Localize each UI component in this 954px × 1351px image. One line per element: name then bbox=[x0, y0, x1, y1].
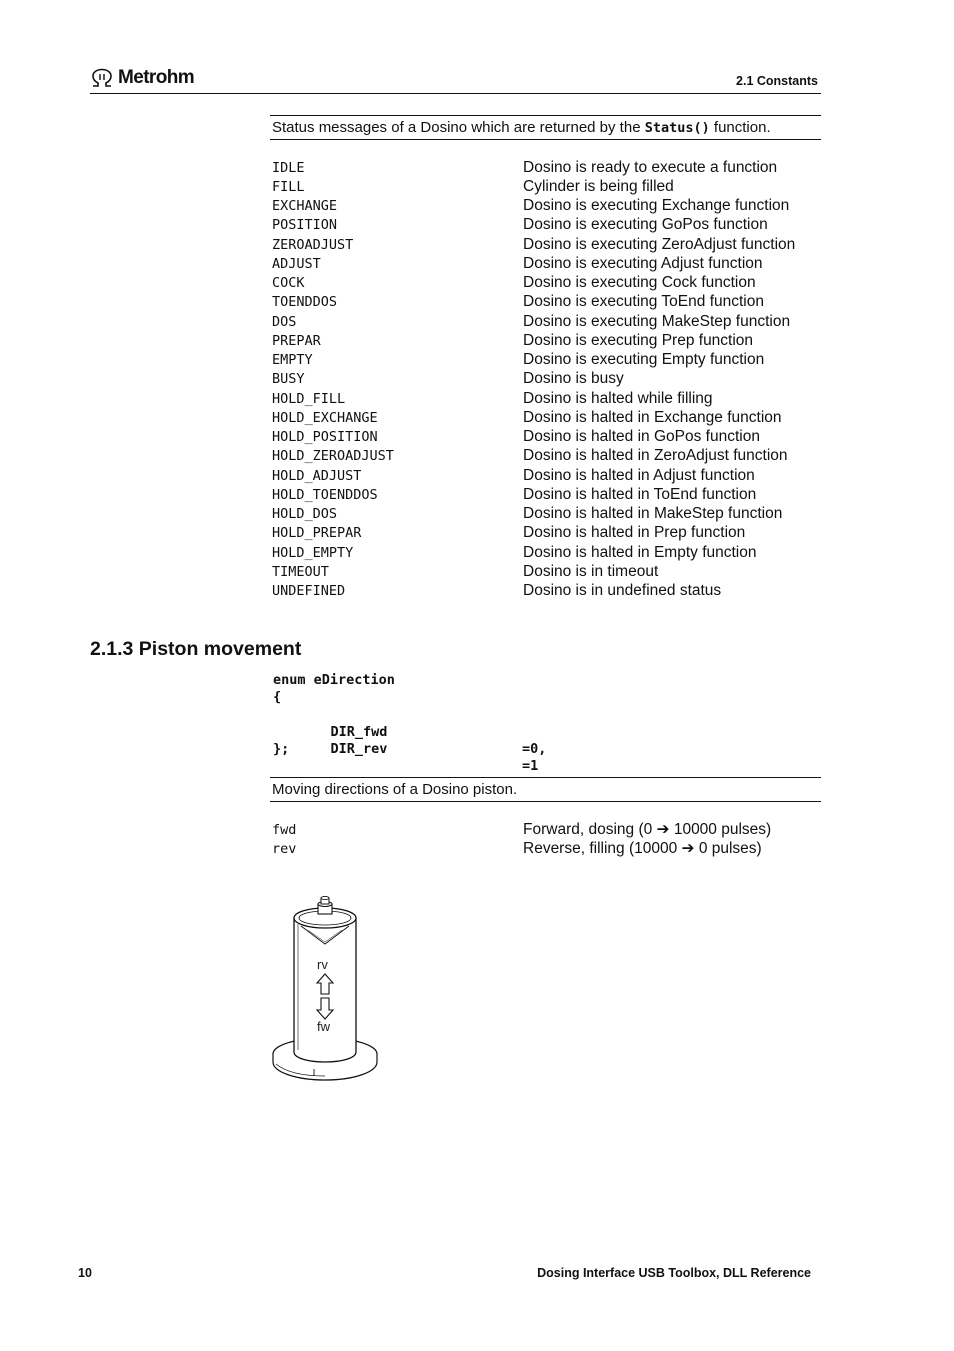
code-line-close: }; bbox=[273, 740, 290, 757]
header-rule bbox=[90, 93, 821, 94]
status-row-key: BUSY bbox=[272, 371, 305, 388]
status-row bbox=[272, 485, 821, 504]
direction-caption: Moving directions of a Dosino piston. bbox=[270, 777, 821, 802]
status-caption-before: Status messages of a Dosino which are returned by the bbox=[272, 119, 645, 136]
status-row-description: Dosino is halted while filling bbox=[523, 389, 713, 407]
status-row-description: Dosino is executing Prep function bbox=[523, 331, 754, 349]
code-fwd-value: =0, bbox=[522, 740, 547, 757]
status-row-key: COCK bbox=[272, 275, 305, 292]
status-row bbox=[272, 158, 821, 177]
status-row-key: ADJUST bbox=[272, 255, 321, 272]
footer-title: Dosing Interface USB Toolbox, DLL Reference bbox=[537, 1266, 811, 1280]
status-row-description: Dosino is halted in Empty function bbox=[523, 543, 757, 561]
direction-row-key: fwd bbox=[272, 821, 297, 838]
status-row-key: UNDEFINED bbox=[272, 583, 346, 600]
status-row bbox=[272, 254, 821, 273]
status-row bbox=[272, 312, 821, 331]
status-row-description: Dosino is halted in Prep function bbox=[523, 524, 746, 542]
status-row-key: HOLD_FILL bbox=[272, 390, 346, 407]
status-row-key: HOLD_PREPAR bbox=[272, 525, 362, 542]
status-row-description: Dosino is halted in ZeroAdjust function bbox=[523, 447, 788, 465]
status-row bbox=[272, 505, 821, 524]
status-row-description: Dosino is executing Empty function bbox=[523, 351, 765, 369]
status-row-key: ZEROADJUST bbox=[272, 236, 354, 253]
fw-label: fw bbox=[317, 1019, 330, 1034]
section-label: 2.1 Constants bbox=[736, 74, 818, 88]
status-row-key: IDLE bbox=[272, 159, 305, 176]
status-row-key: FILL bbox=[272, 178, 305, 195]
direction-row-key: rev bbox=[272, 840, 297, 857]
status-row-key: HOLD_POSITION bbox=[272, 429, 378, 446]
status-row-key: TOENDDOS bbox=[272, 294, 338, 311]
direction-row bbox=[272, 820, 821, 839]
code-fwd-name: DIR_fwd bbox=[330, 723, 388, 740]
status-row bbox=[272, 216, 821, 235]
status-row-key: DOS bbox=[272, 313, 297, 330]
status-row-key: EXCHANGE bbox=[272, 198, 338, 215]
code-rev-name: DIR_rev bbox=[330, 740, 388, 757]
dosino-figure bbox=[268, 894, 384, 1091]
status-row bbox=[272, 447, 821, 466]
status-row-key: PREPAR bbox=[272, 332, 321, 349]
status-row-key: TIMEOUT bbox=[272, 563, 329, 580]
status-row-description: Dosino is executing MakeStep function bbox=[523, 312, 791, 330]
status-row-description: Dosino is executing GoPos function bbox=[523, 216, 768, 234]
status-row-key: HOLD_ADJUST bbox=[272, 467, 362, 484]
dosino-illustration bbox=[268, 894, 384, 1086]
metrohm-logo bbox=[90, 66, 194, 90]
status-row-key: HOLD_TOENDDOS bbox=[272, 486, 378, 503]
status-row bbox=[272, 466, 821, 485]
direction-list bbox=[272, 820, 821, 859]
status-row-description: Dosino is ready to execute a function bbox=[523, 158, 778, 176]
status-row bbox=[272, 582, 821, 601]
status-row bbox=[272, 428, 821, 447]
status-row-description: Dosino is busy bbox=[523, 370, 624, 388]
status-row-key: EMPTY bbox=[272, 352, 313, 369]
status-row-key: POSITION bbox=[272, 217, 338, 234]
status-row bbox=[272, 543, 821, 562]
status-row-description: Dosino is executing Cock function bbox=[523, 274, 756, 292]
status-row bbox=[272, 274, 821, 293]
status-row bbox=[272, 408, 821, 427]
direction-row-description: Reverse, filling (10000 ➔ 0 pulses) bbox=[523, 840, 762, 858]
status-row bbox=[272, 177, 821, 196]
rv-label: rv bbox=[317, 957, 328, 972]
code-line-enum: enum eDirection bbox=[273, 672, 395, 688]
status-row bbox=[272, 331, 821, 350]
status-row-description: Dosino is in undefined status bbox=[523, 582, 722, 600]
status-row-description: Cylinder is being filled bbox=[523, 177, 674, 195]
status-row-key: HOLD_DOS bbox=[272, 506, 338, 523]
direction-row bbox=[272, 839, 821, 858]
status-row bbox=[272, 524, 821, 543]
status-row-description: Dosino is executing ZeroAdjust function bbox=[523, 235, 796, 253]
status-row-description: Dosino is halted in Exchange function bbox=[523, 408, 782, 426]
status-function-code: Status() bbox=[644, 120, 710, 136]
brand-name: Metrohm bbox=[118, 67, 195, 88]
status-row-description: Dosino is executing ToEnd function bbox=[523, 293, 764, 311]
status-row-description: Dosino is executing Exchange function bbox=[523, 197, 790, 215]
omega-icon bbox=[90, 68, 114, 88]
status-row-description: Dosino is executing Adjust function bbox=[523, 254, 763, 272]
status-row-description: Dosino is in timeout bbox=[523, 562, 659, 580]
status-row-key: HOLD_EMPTY bbox=[272, 544, 354, 561]
status-list bbox=[272, 158, 821, 601]
direction-row-description: Forward, dosing (0 ➔ 10000 pulses) bbox=[523, 821, 772, 839]
status-row-description: Dosino is halted in MakeStep function bbox=[523, 505, 783, 523]
code-line-open: { bbox=[273, 689, 282, 706]
enum-code-block bbox=[273, 672, 547, 774]
status-row bbox=[272, 389, 821, 408]
status-row bbox=[272, 351, 821, 370]
status-row bbox=[272, 562, 821, 581]
status-row-key: HOLD_ZEROADJUST bbox=[272, 448, 394, 465]
code-rev-value: =1 bbox=[522, 757, 539, 774]
status-caption bbox=[270, 115, 821, 140]
status-row-description: Dosino is halted in ToEnd function bbox=[523, 485, 757, 503]
status-row bbox=[272, 235, 821, 254]
section-heading: 2.1.3 Piston movement bbox=[90, 638, 302, 660]
status-caption-after: function. bbox=[709, 119, 771, 136]
status-row-description: Dosino is halted in GoPos function bbox=[523, 428, 760, 446]
status-row-key: HOLD_EXCHANGE bbox=[272, 409, 378, 426]
status-row bbox=[272, 370, 821, 389]
status-row bbox=[272, 293, 821, 312]
page-number: 10 bbox=[78, 1266, 92, 1280]
status-row bbox=[272, 197, 821, 216]
code-line-rev bbox=[273, 724, 539, 774]
status-row-description: Dosino is halted in Adjust function bbox=[523, 466, 755, 484]
